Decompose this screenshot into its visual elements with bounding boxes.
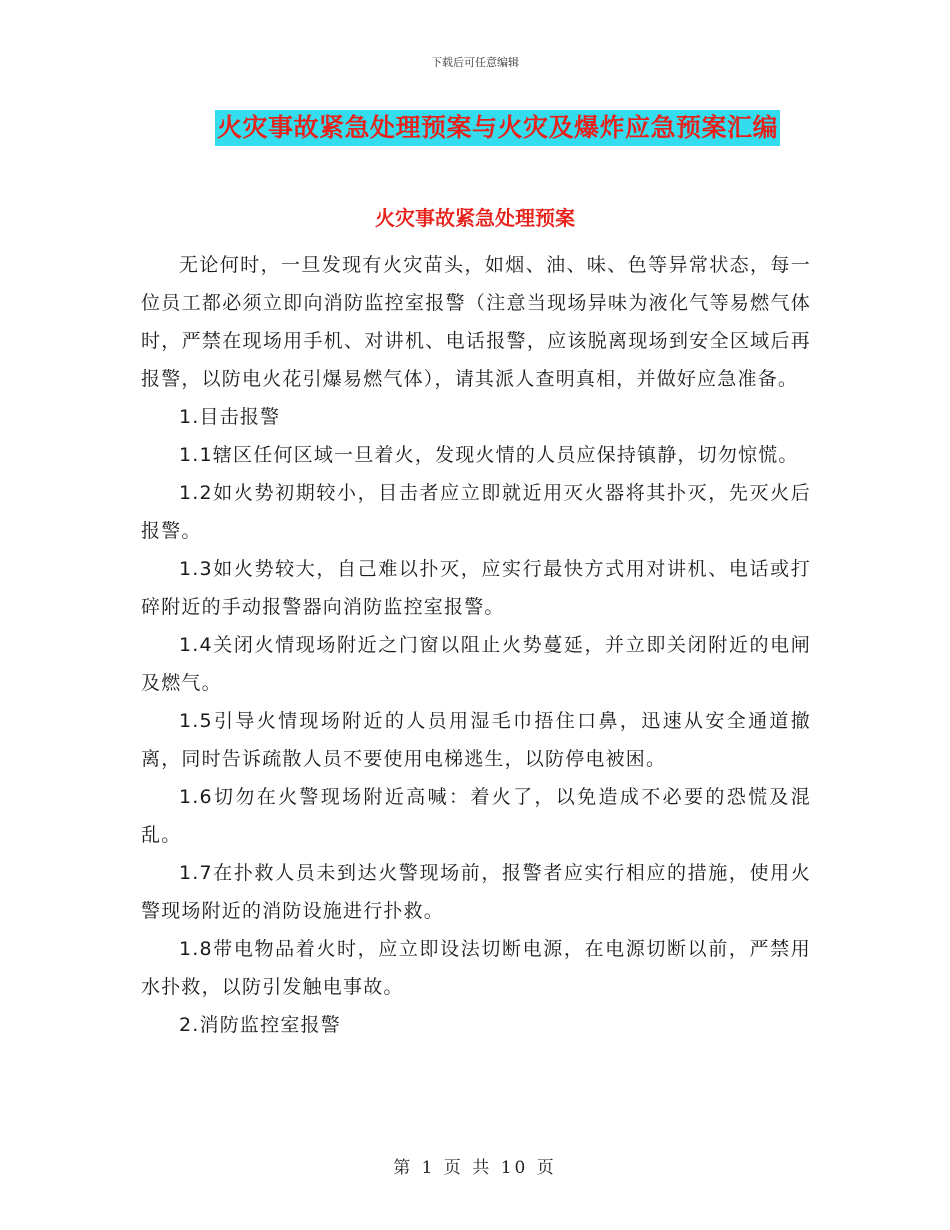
document-body	[141, 246, 811, 1044]
paragraph-1-8: 1.8带电物品着火时，应立即设法切断电源，在电源切断以前，严禁用水扑救，以防引发触电事故。	[141, 938, 811, 998]
paragraph-1-1: 1.1辖区任何区域一旦着火，发现火情的人员应保持镇静，切勿惊慌。	[179, 444, 799, 466]
paragraph-1-5: 1.5引导火情现场附近的人员用湿毛巾捂住口鼻，迅速从安全通道撤离，同时告诉疏散人员不要使用电梯逃生，以防停电被困。	[141, 710, 811, 770]
paragraph-1-3: 1.3如火势较大，自己难以扑灭，应实行最快方式用对讲机、电话或打碎附近的手动报警器向消防监控室报警。	[141, 558, 811, 618]
paragraph-1-6: 1.6切勿在火警现场附近高喊：着火了，以免造成不必要的恐慌及混乱。	[141, 786, 811, 846]
paragraph-1-7: 1.7在扑救人员未到达火警现场前，报警者应实行相应的措施，使用火警现场附近的消防设施进行扑救。	[141, 862, 811, 922]
main-title: 火灾事故紧急处理预案与火灾及爆炸应急预案汇编	[215, 110, 780, 146]
main-title-container	[0, 110, 950, 146]
header-note: 下载后可任意编辑	[431, 56, 519, 69]
page-number: 第 1 页 共 10 页	[393, 1158, 557, 1178]
paragraph-1-2: 1.2如火势初期较小，目击者应立即就近用灭火器将其扑灭，先灭火后报警。	[141, 482, 811, 542]
heading-1: 1.目击报警	[179, 406, 281, 428]
paragraph-intro: 无论何时，一旦发现有火灾苗头，如烟、油、味、色等异常状态，每一位员工都必须立即向消防监控室报警（注意当现场异味为液化气等易燃气体时，严禁在现场用手机、对讲机、电话报警，应该脱离现场到安全区域后再报警，以防电火花引爆易燃气体），请其派人查明真相，并做好应急准备。	[141, 254, 811, 390]
paragraph-1-4: 1.4关闭火情现场附近之门窗以阻止火势蔓延，并立即关闭附近的电闸及燃气。	[141, 634, 811, 694]
heading-2: 2.消防监控室报警	[179, 1014, 341, 1036]
section-title: 火灾事故紧急处理预案	[375, 206, 575, 230]
